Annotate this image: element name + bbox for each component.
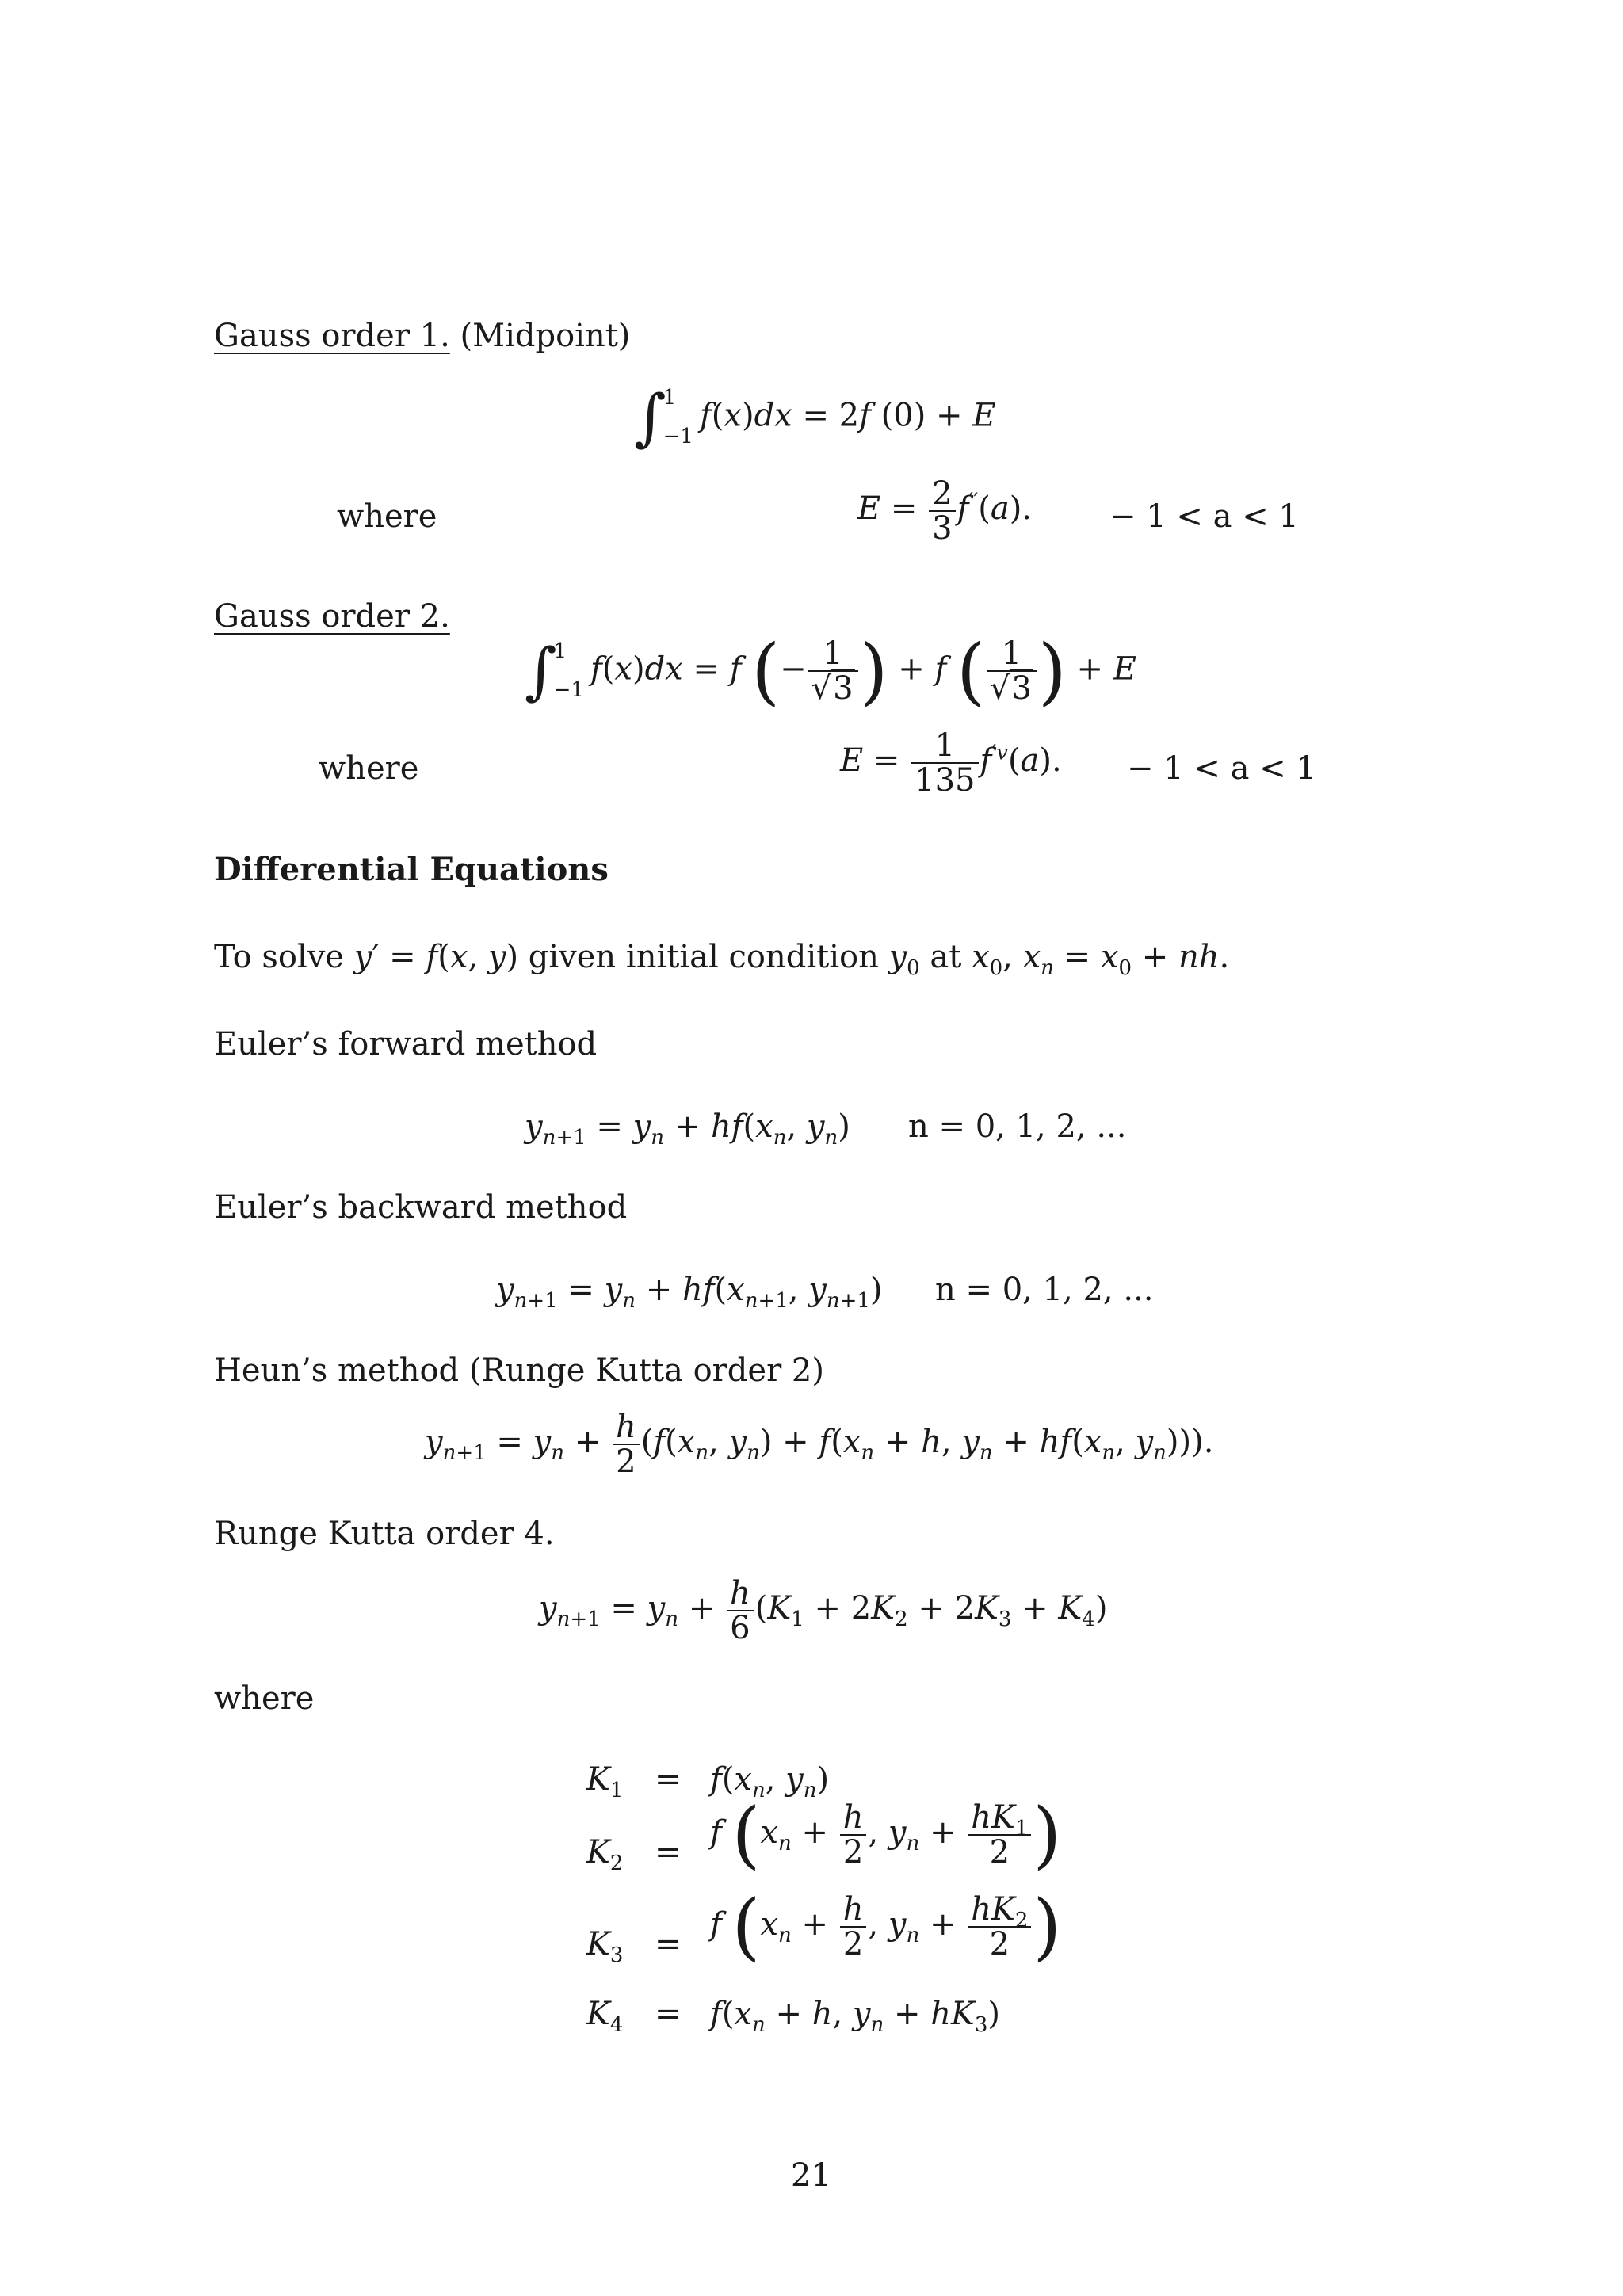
gauss-order-2-title: Gauss order 2. bbox=[214, 598, 450, 635]
k4-equals: = bbox=[655, 1996, 682, 2032]
intro-part-3: at bbox=[919, 939, 972, 975]
heun-method-formula: $y_{n+1} = y_n$ + $\frac{h}{2}$ ($f(x_n$, $y_n) + f(x_n + h$, $y_n + hf(x_n$, $y_n$))). bbox=[425, 1409, 1214, 1480]
euler-backward-formula: $y_{n+1} = y_n + hf(x_{n+1}$, $y_{n+1}$) bbox=[496, 1272, 883, 1313]
k2-label: $K_2$ bbox=[586, 1834, 624, 1875]
euler-forward-label: Euler’s forward method bbox=[214, 1026, 598, 1062]
k2-definition: f ($x_n$ + $\frac{h}{2}$ , $y_n$ + $\frac{hK_1}{2}$ ) bbox=[710, 1792, 1062, 1877]
page-number: 21 bbox=[791, 2157, 831, 2194]
k4-definition: $f(x_n + h$, $y_n + hK_3$) bbox=[710, 1996, 1001, 2037]
k3-equals: = bbox=[655, 1926, 682, 1962]
euler-forward-index: n = 0, 1, 2, ... bbox=[908, 1108, 1127, 1145]
intro-part-1: To solve bbox=[214, 939, 354, 975]
differential-equations-heading: Differential Equations bbox=[214, 851, 609, 888]
gauss-order-1-where: where bbox=[337, 498, 437, 535]
euler-backward-index: n = 0, 1, 2, ... bbox=[935, 1272, 1154, 1308]
gauss-order-2-formula: ∫ 1 −1 f(x)dx = f (− $\frac{1}{√3}$ ) + f ( $\frac{1}{√3}$ ) + E bbox=[525, 628, 1136, 714]
gauss-order-2-heading bbox=[214, 598, 450, 635]
euler-backward-label: Euler’s backward method bbox=[214, 1189, 628, 1226]
gauss-order-1-error: E = $\frac{2}{3}$ f′′(a). bbox=[857, 475, 1033, 547]
gauss-order-2-where: where bbox=[319, 750, 419, 787]
gauss-order-2-error: E = $\frac{1}{135}$ $f^{'v}(a)$. bbox=[840, 727, 1062, 799]
k1-label: $K_1$ bbox=[586, 1761, 624, 1802]
runge-kutta-4-label: Runge Kutta order 4. bbox=[214, 1516, 555, 1552]
heun-method-label: Heun’s method (Runge Kutta order 2) bbox=[214, 1352, 824, 1389]
euler-forward-formula: $y_{n+1} = y_n + hf(x_n$, $y_n$) bbox=[525, 1108, 850, 1150]
gauss-order-1-title: Gauss order 1. bbox=[214, 318, 450, 354]
k2-equals: = bbox=[655, 1834, 682, 1871]
gauss-order-1-note: (Midpoint) bbox=[460, 318, 631, 354]
gauss-order-2-range: − 1 < a < 1 bbox=[1127, 750, 1316, 787]
k3-definition: f ($x_n$ + $\frac{h}{2}$ , $y_n$ + $\frac{hK_2}{2}$ ) bbox=[710, 1884, 1062, 1969]
differential-equations-intro: To solve y′ = f(x, y) given initial condition $y_0$ at $x_0$, $x_n = x_0$ + nh. bbox=[214, 939, 1230, 980]
intro-part-2: given initial condition bbox=[518, 939, 889, 975]
gauss-order-1-heading bbox=[214, 320, 630, 352]
gauss-order-1-range: − 1 < a < 1 bbox=[1109, 498, 1299, 535]
k1-equals: = bbox=[655, 1761, 682, 1798]
gauss-order-1-formula: ∫ 1 −1 f(x)dx = 2f (0) + E bbox=[634, 382, 996, 454]
k4-label: $K_4$ bbox=[586, 1996, 624, 2037]
k1-definition: $f(x_n$, $y_n$) bbox=[710, 1761, 830, 1802]
runge-kutta-4-formula: $y_{n+1} = y_n$ + $\frac{h}{6}$ $(K_1 + 2K_2 + 2K_3 + K_4)$ bbox=[539, 1575, 1108, 1646]
k3-label: $K_3$ bbox=[586, 1926, 624, 1967]
runge-kutta-4-where: where bbox=[214, 1680, 315, 1717]
